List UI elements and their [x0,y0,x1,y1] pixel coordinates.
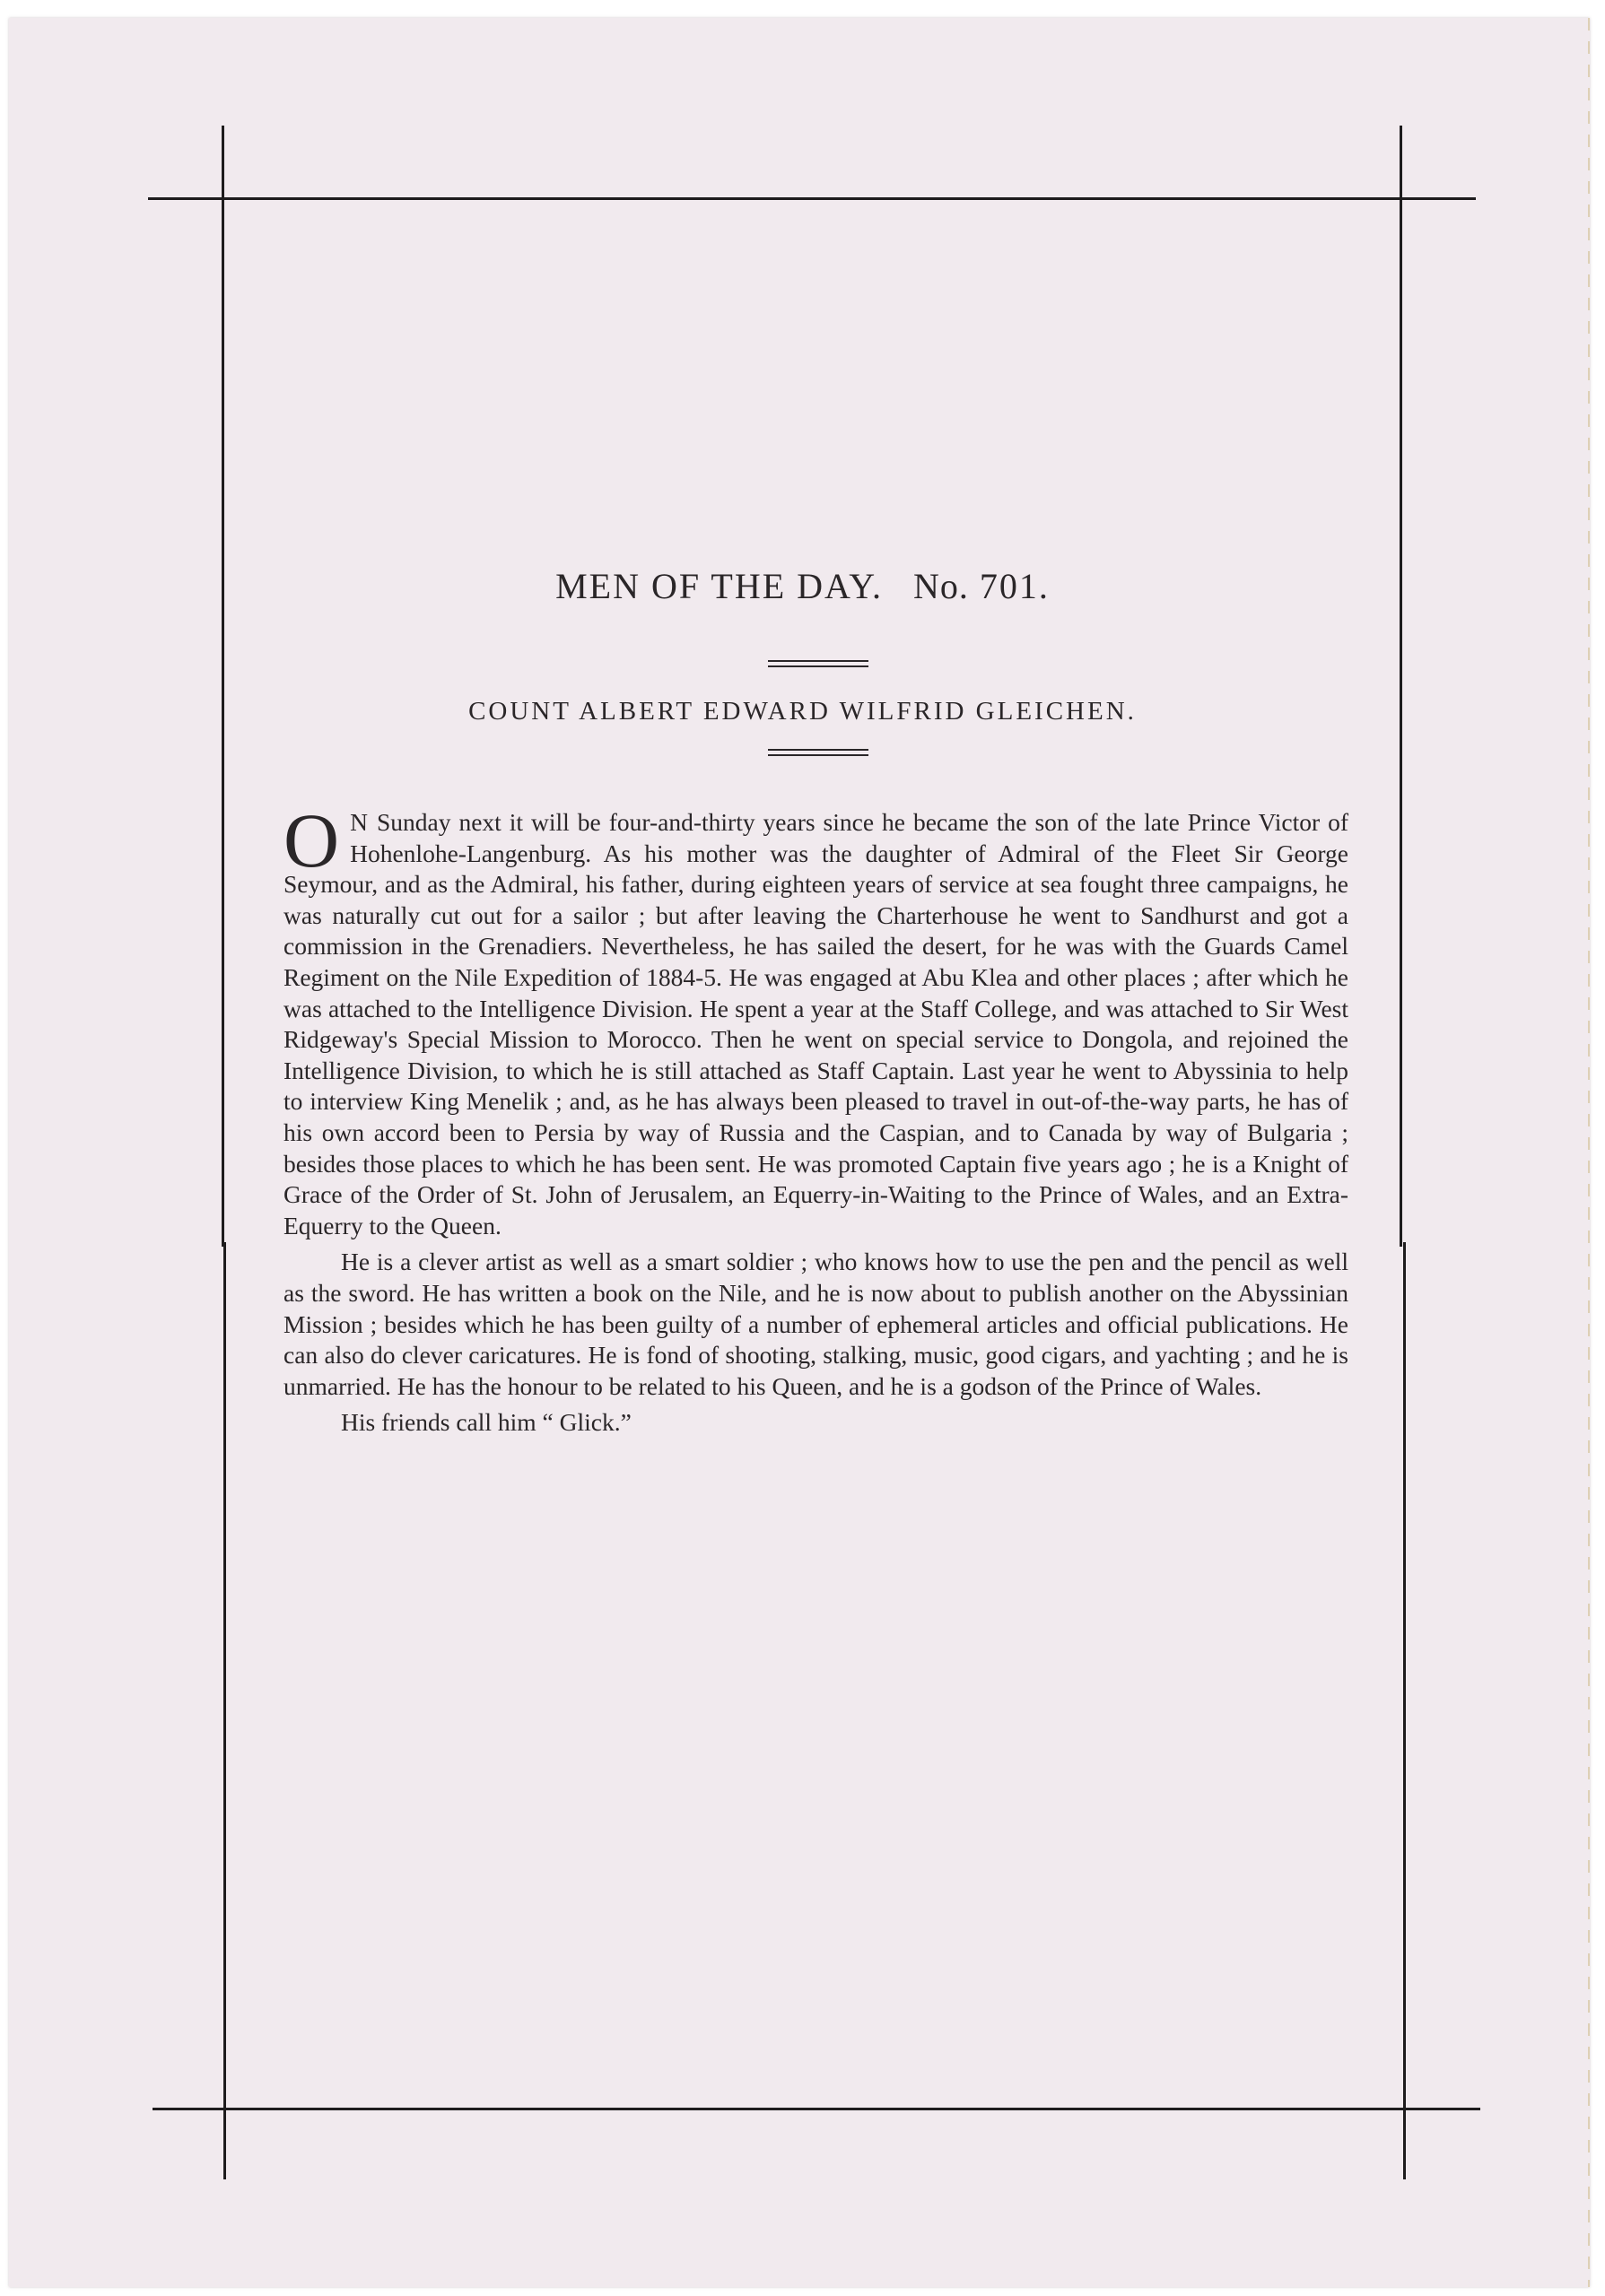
frame-top-rule [148,197,1476,200]
frame-left-lower-rule [223,1242,226,2179]
paragraph-1-text: Sunday next it will be four-and-thirty years since he became the son of the late Prince Victor of Hohenlohe-Langenburg. As his mother was the daughter of Admiral of the Fleet Sir George Seymour, and as the Admiral, his father, during eighteen years of service at sea fought three campaigns, he was naturally cut out for a sailor ; but after leaving the Charterhouse he went to Sandhurst and got a commission in the Grenadiers. Nevertheless, he has sailed the desert, for he was with the Guards Camel Regiment on the Nile Expedition of 1884-5. He was engaged at Abu Klea and other places ; after which he was attached to the Intelligence Division. He spent a year at the Staff College, and was attached to Sir West Ridgeway's Special Mission to Morocco. Then he went on special service to Dongola, and rejoined the Intelligence Division, to which he is still attached as Staff Captain. Last year he went to Abyssinia to help to interview King Menelik ; and, as he has always been pleased to travel in out-of-the-way parts, he has of his own accord been to Persia by way of Russia and the Caspian, and to Canada by way of Bulgaria ; besides those places to which he has been sent. He was promoted Captain five years ago ; he is a Knight of Grace of the Order of St. John of Jerusalem, an Equerry-in-Waiting to the Prince of Wales, and an Extra-Equerry to the Queen. [283,808,1349,1239]
page-title [222,565,1383,607]
article-body [283,797,1349,1439]
paper-right-edge [1588,18,1590,2287]
drop-cap: O [283,797,340,883]
frame-bottom-rule [153,2108,1480,2110]
title-divider [768,660,868,667]
title-main: MEN OF THE DAY. [555,566,883,606]
frame-right-lower-rule [1403,1242,1406,2179]
frame-left-upper-rule [222,126,224,1247]
paragraph-3: His friends call him “ Glick.” [341,1408,632,1437]
title-number: 701. [979,566,1050,606]
frame-right-upper-rule [1400,126,1402,1247]
title-no: No. [913,566,969,606]
subject-name: COUNT ALBERT EDWARD WILFRID GLEICHEN. [468,697,1137,726]
first-word: N [350,808,369,836]
subject-divider [768,749,868,756]
paragraph-2: He is a clever artist as well as a smart soldier ; who knows how to use the pen and the pencil as well as the sword. He has written a book on the Nile, and he is now about to publish another on the Abyssinian Mission ; besides which he has been guilty of a number of ephemeral articles and official publications. He can also do clever caricatures. He is fond of shooting, stalking, music, good cigars, and yachting ; and he is unmarried. He has the honour to be related to his Queen, and he is a godson of the Prince of Wales. [283,1248,1348,1400]
paragraph-1 [283,797,1349,1241]
